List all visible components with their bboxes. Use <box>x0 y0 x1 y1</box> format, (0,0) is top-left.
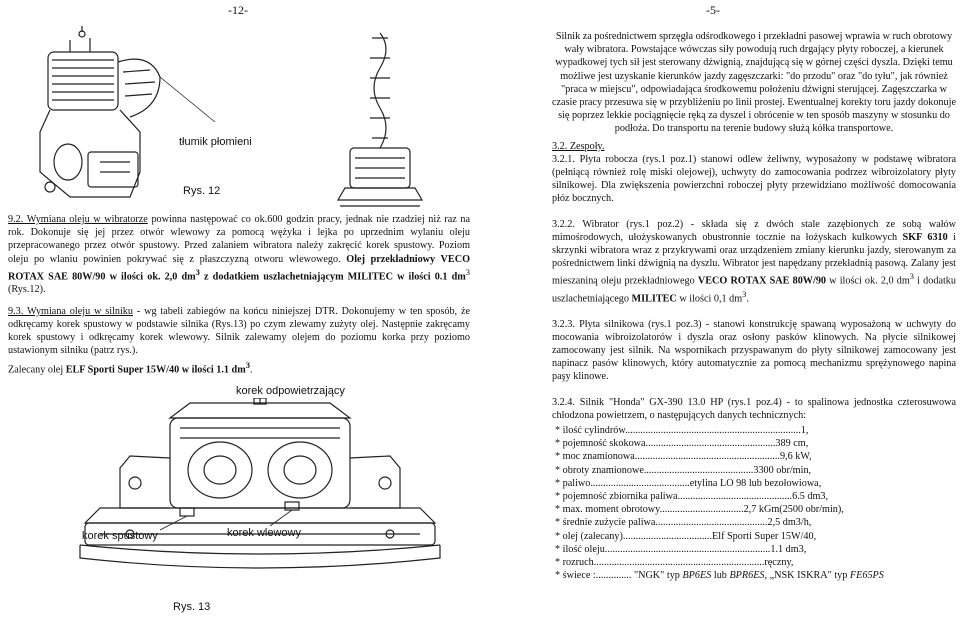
spark-type: BP6ES <box>682 570 712 582</box>
recommended-oil-value: ELF Sporti Super 15W/40 w ilości 1.1 dm <box>65 364 246 376</box>
recommended-oil-label: Zalecany olej <box>8 364 66 376</box>
sup: 3 <box>909 271 914 282</box>
right-text-column <box>552 30 956 583</box>
bearing-spec: SKF 6310 <box>902 231 948 243</box>
section-3-2-heading: 3.2. Zespoły. <box>552 140 605 152</box>
spec-item: * ilość oleju.................................................................1.1 dm3, <box>555 543 807 555</box>
section-9-3-heading: 9.3. Wymiana oleju w silniku <box>8 305 133 317</box>
spec-item: * moc znamionowa.........................................................9,6 kW, <box>555 451 812 463</box>
spec-item: * pojemność zbiornika paliwa.............................................6.5 dm3, <box>555 491 829 503</box>
dot: . <box>746 293 749 305</box>
spec-item: * max. moment obrotowy.................................2,7 kGm(2500 obr/min), <box>555 504 844 516</box>
section-3-2-1: 3.2.1. Płyta robocza (rys.1 poz.1) stanowi odlew żeliwny, wyposażony w podstawę wibratora (pełniącą również rolę miski olejowej), uchwyty do zamocowania podrzez wibroizolatory płyty silnikowej. Dla zwiększenia powierzchni roboczej płyty przewidziano możliwość domocowania płóz bocznych. <box>552 153 956 205</box>
figure-12-vibrator-sketch <box>310 28 450 213</box>
section-3-2-2-text: w ilości 0,1 dm <box>676 293 743 305</box>
spark-type: FE65PS <box>849 570 884 582</box>
spark-or: lub <box>711 570 730 582</box>
spec-item: * rozruch...................................................................ręczny, <box>555 557 794 569</box>
section-3-2-2-text: 3.2.2. Wibrator (rys.1 poz.2) - składa się z dwóch stale zazębionych ze sobą wałów mimośrodowych, ułożyskowanych obustronnie tocznie na łożyskach kulkowych <box>552 218 956 243</box>
sup: 3 <box>195 266 200 277</box>
spark-label: * świece :.............. "NGK" typ <box>555 570 683 582</box>
spark-type: BPR6ES <box>729 570 765 582</box>
gear-oil-spec: VECO ROTAX SAE 80W/90 <box>697 275 827 287</box>
additive-name: MILITEC <box>631 293 677 305</box>
engine-spec-list <box>552 424 956 582</box>
label-muffler: tłumik płomieni <box>179 136 252 148</box>
spec-item: * pojemność skokowa...................................................389 cm, <box>555 438 809 450</box>
section-3-2-2-text: i skrzynki wibratora wraz z przykrywami oraz urządzeniem zmiany kierunku jazdy, sterowanym za pośrednictwem linki dźwignią na dyszlu. Wibrator jest napędzany przekładnią pasową. Zalany jest mieszaniną oleju przekładniowego <box>552 231 956 287</box>
label-drain-plug: korek spustowy <box>82 530 158 542</box>
figure-13-compactor-drawing <box>60 398 460 613</box>
spec-item: * ilość cylindrów.....................................................................1, <box>555 425 809 437</box>
sup: 3 <box>245 360 250 371</box>
label-vent-plug: korek odpowietrzający <box>236 385 345 397</box>
section-9-3-body: - wg tabeli zabiegów na końcu niniejszej DTR. Dokonujemy w ten sposób, że odkręcamy korek spustowy w podstawie silnika (Rys.13) po czym zlewamy zużyty olej. Następnie zakręcamy korek spustowy i odkręcamy korek wlewowy. Silnik zalewamy olejem do poziomu korka przy poziomo ustawionym silniku (patrz rys.). <box>8 305 470 357</box>
caption-fig13: Rys. 13 <box>173 601 211 613</box>
dot: . <box>249 364 253 376</box>
spark-brand: , „NSK ISKRA" typ <box>764 570 850 582</box>
section-9-2-body: powinna następować co ok.600 godzin pracy, jednak nie rzadziej niż raz na rok. Dokonuje się jej przez otwór wlewowy za pomocą wężyka i lejka po uprzednim wylaniu oleju przepracowanego przez otwór spustowy. Przed zalaniem wibratora należy zakręcić korek spustowy. Poziom oleju po wlaniu powinien pokrywać się z płaszczyzną otworu wlewowego. <box>8 214 470 265</box>
section-3-2-2-text: i dodatku uszlachetniającego <box>552 275 956 305</box>
sup: 3 <box>465 266 470 277</box>
sup: 3 <box>742 289 747 300</box>
section-3-2-3: 3.2.3. Płyta silnikowa (rys.1 poz.3) - stanowi konstrukcję spawaną wyposażoną w uchwyty do mocowania wibroizolatorów i dyszla oraz osłony pasków klinowych. Na płycie silnikowej zamocowany jest silnik. Na wspornikach przyspawanym do płyty silnikowej zamocowany jest napinacz pasów klinowych, który automatycznie za pomocą mechanizmu sprężynowego napina paşy klinowe. <box>552 318 956 383</box>
section-9-2-heading: 9.2. Wymiana oleju w wibratorze <box>8 214 148 225</box>
spec-item: * paliwo.......................................etylina LO 98 lub bezołowiowa, <box>555 477 822 489</box>
section-9-2 <box>8 213 470 297</box>
figure-12-engine-drawing <box>10 22 260 212</box>
section-9-2-tail: (Rys.12). <box>8 284 46 296</box>
right-page-number: -5- <box>706 3 720 17</box>
label-fill-plug: korek wlewowy <box>227 527 301 539</box>
operation-description: Silnik za pośrednictwem sprzęgła odśrodkowego i przekładni pasowej wprawia w ruch obrotowy wały wibratora. Powstające wówczas siły powodują ruch drgający płyty roboczej, a kierunek wypadkowej tych sił jest sterowany dźwignią, znajdującą się w górnej części dyszla. Dzięki temu możliwe jest uzyskanie kierunków jazdy zagęszczarki: "do przodu" oraz "do tyłu", jak również "praca w miejscu", odpowiadająca środkowemu położeniu dźwigni sterującej. Zagęszczarka w czasie pracy przesuwa się w przybliżeniu po linii prostej. Ewentualnej korekty toru jazdy dokonuje się poprzez lekkie pociągnięcie ręką za dyszel i obrócenie w ten sposób maszyny w stosunku do podłoża. Do transportu na terenie budowy służą kółka transportowe. <box>552 31 956 135</box>
section-3-2-4: 3.2.4. Silnik "Honda" GX-390 13.0 HP (rys.1 poz.4) - to spalinowa jednostka czterosuwowa chłodzona powietrzem, o następujących danych technicznych: <box>552 396 956 421</box>
section-9-3 <box>8 305 470 358</box>
caption-fig12: Rys. 12 <box>183 185 221 197</box>
left-text-column <box>8 213 470 385</box>
spec-item: * średnie zużycie paliwa............................................2,5 dm3/h, <box>555 517 812 529</box>
spec-item: * olej (zalecany)...................................Elf Sporti Super 15W/40, <box>555 530 817 542</box>
spec-item-spark-plugs <box>555 569 956 582</box>
spec-item: * obroty znamionowe...........................................3300 obr/min, <box>555 464 812 476</box>
recommended-oil <box>8 359 470 377</box>
oil-spec: Olej przekładniowy VECO ROTAX SAE 80W/90 w ilości ok. 2,0 dm <box>8 253 470 283</box>
left-page-number: -12- <box>228 3 248 17</box>
section-3-2-2-text: w ilości ok. 2,0 dm <box>826 275 910 287</box>
additive-spec: z dodatkiem uszlachetniającym MILITEC w ilości 0.1 dm <box>199 271 466 283</box>
section-3-2-2 <box>552 218 956 306</box>
